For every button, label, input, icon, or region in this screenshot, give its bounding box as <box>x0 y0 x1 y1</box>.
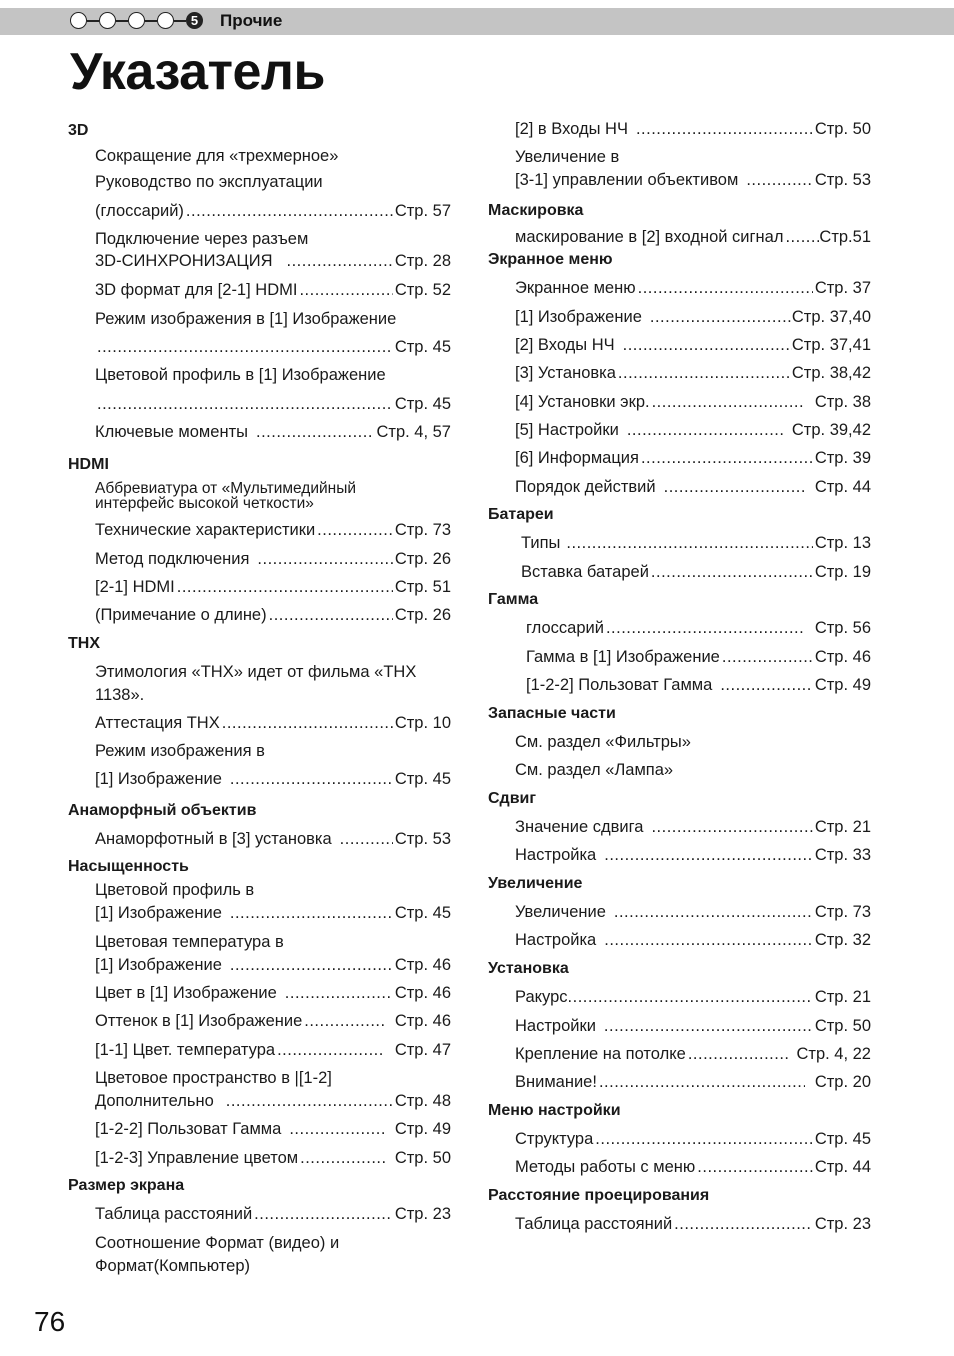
index-text: 1138». <box>95 686 145 704</box>
index-entry: [3] Установка ..... Стр. 38,42 <box>515 363 871 383</box>
index-text: Аббревиатура от «Мультимедийный <box>95 480 357 497</box>
index-entry: Ракурс ..... Стр. 21 <box>515 987 871 1007</box>
index-entry: Технические характеристики ..... Стр. 73 <box>95 520 451 540</box>
index-text: Соотношение Формат (видео) и <box>95 1234 340 1252</box>
index-entry: Анаморфотный в [3] установка ..... Стр. 53 <box>95 829 451 849</box>
index-entry: [5] Настройки ..... Стр. 39,42 <box>515 420 871 440</box>
index-entry: глоссарий ..... Стр. 56 <box>526 618 871 638</box>
index-text: Цветовой профиль в <box>95 881 255 899</box>
index-heading: Батареи <box>488 506 554 523</box>
index-heading: 3D <box>68 122 89 139</box>
index-entry: Настройка ..... Стр. 33 <box>515 845 871 865</box>
index-entry: Структура ..... Стр. 45 <box>515 1129 871 1149</box>
index-entry: [1] Изображение ..... Стр. 46 <box>95 955 451 975</box>
index-heading: Экранное меню <box>488 251 613 268</box>
index-entry: [1-2-3] Управление цветом ..... Стр. 50 <box>95 1148 451 1168</box>
index-text: Режим изображения в [1] Изображение <box>95 310 397 328</box>
index-text: Этимология «THX» идет от фильма «THX <box>95 663 417 681</box>
index-text: См. раздел «Лампа» <box>515 761 674 779</box>
index-entry: (Примечание о длине) ..... Стр. 26 <box>95 605 451 625</box>
index-entry: [1-2-2] Пользоват Гамма ..... Стр. 49 <box>526 675 871 695</box>
index-entry: Увеличение ..... Стр. 73 <box>515 902 871 922</box>
index-entry: Цвет в [1] Изображение ..... Стр. 46 <box>95 983 451 1003</box>
index-heading: Сдвиг <box>488 790 537 807</box>
index-entry: [1] Изображение ..... Стр. 37,40 <box>515 307 871 327</box>
index-entry: Ключевые моменты ..... Стр. 4, 57 <box>95 422 451 442</box>
index-text: См. раздел «Фильтры» <box>515 733 691 751</box>
section-title: Прочие <box>220 11 283 30</box>
index-entry: 3D формат для [2-1] HDMI ..... Стр. 52 <box>95 280 451 300</box>
index-text: Формат(Компьютер) <box>95 1257 251 1275</box>
step-circle <box>70 12 87 29</box>
index-heading: Запасные части <box>488 705 616 722</box>
index-entry: Метод подключения ..... Стр. 26 <box>95 549 451 569</box>
index-entry: [1] Изображение ..... Стр. 45 <box>95 769 451 789</box>
index-heading: THX <box>68 635 100 652</box>
index-heading: HDMI <box>68 456 109 473</box>
index-text: Сокращение для «трехмерное» <box>95 147 339 165</box>
index-entry: Гамма в [1] Изображение ..... Стр. 46 <box>526 647 871 667</box>
index-entry: Таблица расстояний ..... Стр. 23 <box>515 1214 871 1234</box>
index-entry: 3D-СИНХРОНИЗАЦИЯ ..... Стр. 28 <box>95 251 451 271</box>
index-heading: Анаморфный объектив <box>68 802 257 819</box>
index-text: Режим изображения в <box>95 742 265 760</box>
index-entry: Настройки ..... Стр. 50 <box>515 1016 871 1036</box>
index-entry: (глоссарий) ..... Стр. 57 <box>95 201 451 221</box>
index-heading: Насыщенность <box>68 858 189 875</box>
index-entry: [3-1] управлении объективом ..... Стр. 53 <box>515 170 871 190</box>
index-entry: ..... Стр. 45 <box>95 337 451 357</box>
index-entry: Значение сдвига ..... Стр. 21 <box>515 817 871 837</box>
index-entry: [6] Информация ..... Стр. 39 <box>515 448 871 468</box>
index-heading: Размер экрана <box>68 1177 185 1194</box>
step-circle <box>99 12 116 29</box>
index-entry: [4] Установки экр. ..... Стр. 38 <box>515 392 871 412</box>
index-text: интерфейс высокой четкости» <box>95 495 314 512</box>
index-entry: [1-1] Цвет. температура ..... Стр. 47 <box>95 1040 451 1060</box>
index-heading: Расстояние проецирования <box>488 1187 710 1204</box>
section-header-bar <box>0 8 954 35</box>
index-heading: Гамма <box>488 591 539 608</box>
index-entry: Вставка батарей ..... Стр. 19 <box>521 562 871 582</box>
index-entry: [2] в Входы НЧ ..... Стр. 50 <box>515 119 871 139</box>
index-entry: [1-2-2] Пользоват Гамма ..... Стр. 49 <box>95 1119 451 1139</box>
index-entry: Крепление на потолке ..... Стр. 4, 22 <box>515 1044 871 1064</box>
index-text: Цветовой профиль в [1] Изображение <box>95 366 386 384</box>
index-heading: Увеличение <box>488 875 583 892</box>
index-entry: ..... Стр. 45 <box>95 394 451 414</box>
step-circle <box>157 12 174 29</box>
index-text: Цветовое пространство в |[1-2] <box>95 1069 332 1087</box>
index-text: Цветовая температура в <box>95 933 284 951</box>
index-entry: Порядок действий ..... Стр. 44 <box>515 477 871 497</box>
index-entry: Таблица расстояний ..... Стр. 23 <box>95 1204 451 1224</box>
step-circle <box>128 12 145 29</box>
index-entry: [1] Изображение ..... Стр. 45 <box>95 903 451 923</box>
index-text: Руководство по эксплуатации <box>95 173 323 191</box>
page-number: 76 <box>34 1306 66 1337</box>
page-title: Указатель <box>70 43 325 101</box>
index-entry: Дополнительно ..... Стр. 48 <box>95 1091 451 1111</box>
index-heading: Меню настройки <box>488 1102 621 1119</box>
index-entry: [2-1] HDMI ..... Стр. 51 <box>95 577 451 597</box>
index-text: Подключение через разъем <box>95 230 309 248</box>
step-circle-active: 5 <box>186 12 203 29</box>
index-entry: маскирование в [2] входной сигнал ..... Стр.51 <box>515 227 871 247</box>
index-entry: [2] Входы НЧ ..... Стр. 37,41 <box>515 335 871 355</box>
index-text: Увеличение в <box>515 148 620 166</box>
index-entry: Оттенок в [1] Изображение ..... Стр. 46 <box>95 1011 451 1031</box>
index-heading: Установка <box>488 960 569 977</box>
index-entry: Внимание! ..... Стр. 20 <box>515 1072 871 1092</box>
index-entry: Экранное меню ..... Стр. 37 <box>515 278 871 298</box>
index-heading: Маскировка <box>488 202 584 219</box>
index-entry: Типы ..... Стр. 13 <box>521 533 871 553</box>
index-entry: Методы работы с меню ..... Стр. 44 <box>515 1157 871 1177</box>
index-entry: Настройка ..... Стр. 32 <box>515 930 871 950</box>
index-entry: Аттестация THX ..... Стр. 10 <box>95 713 451 733</box>
